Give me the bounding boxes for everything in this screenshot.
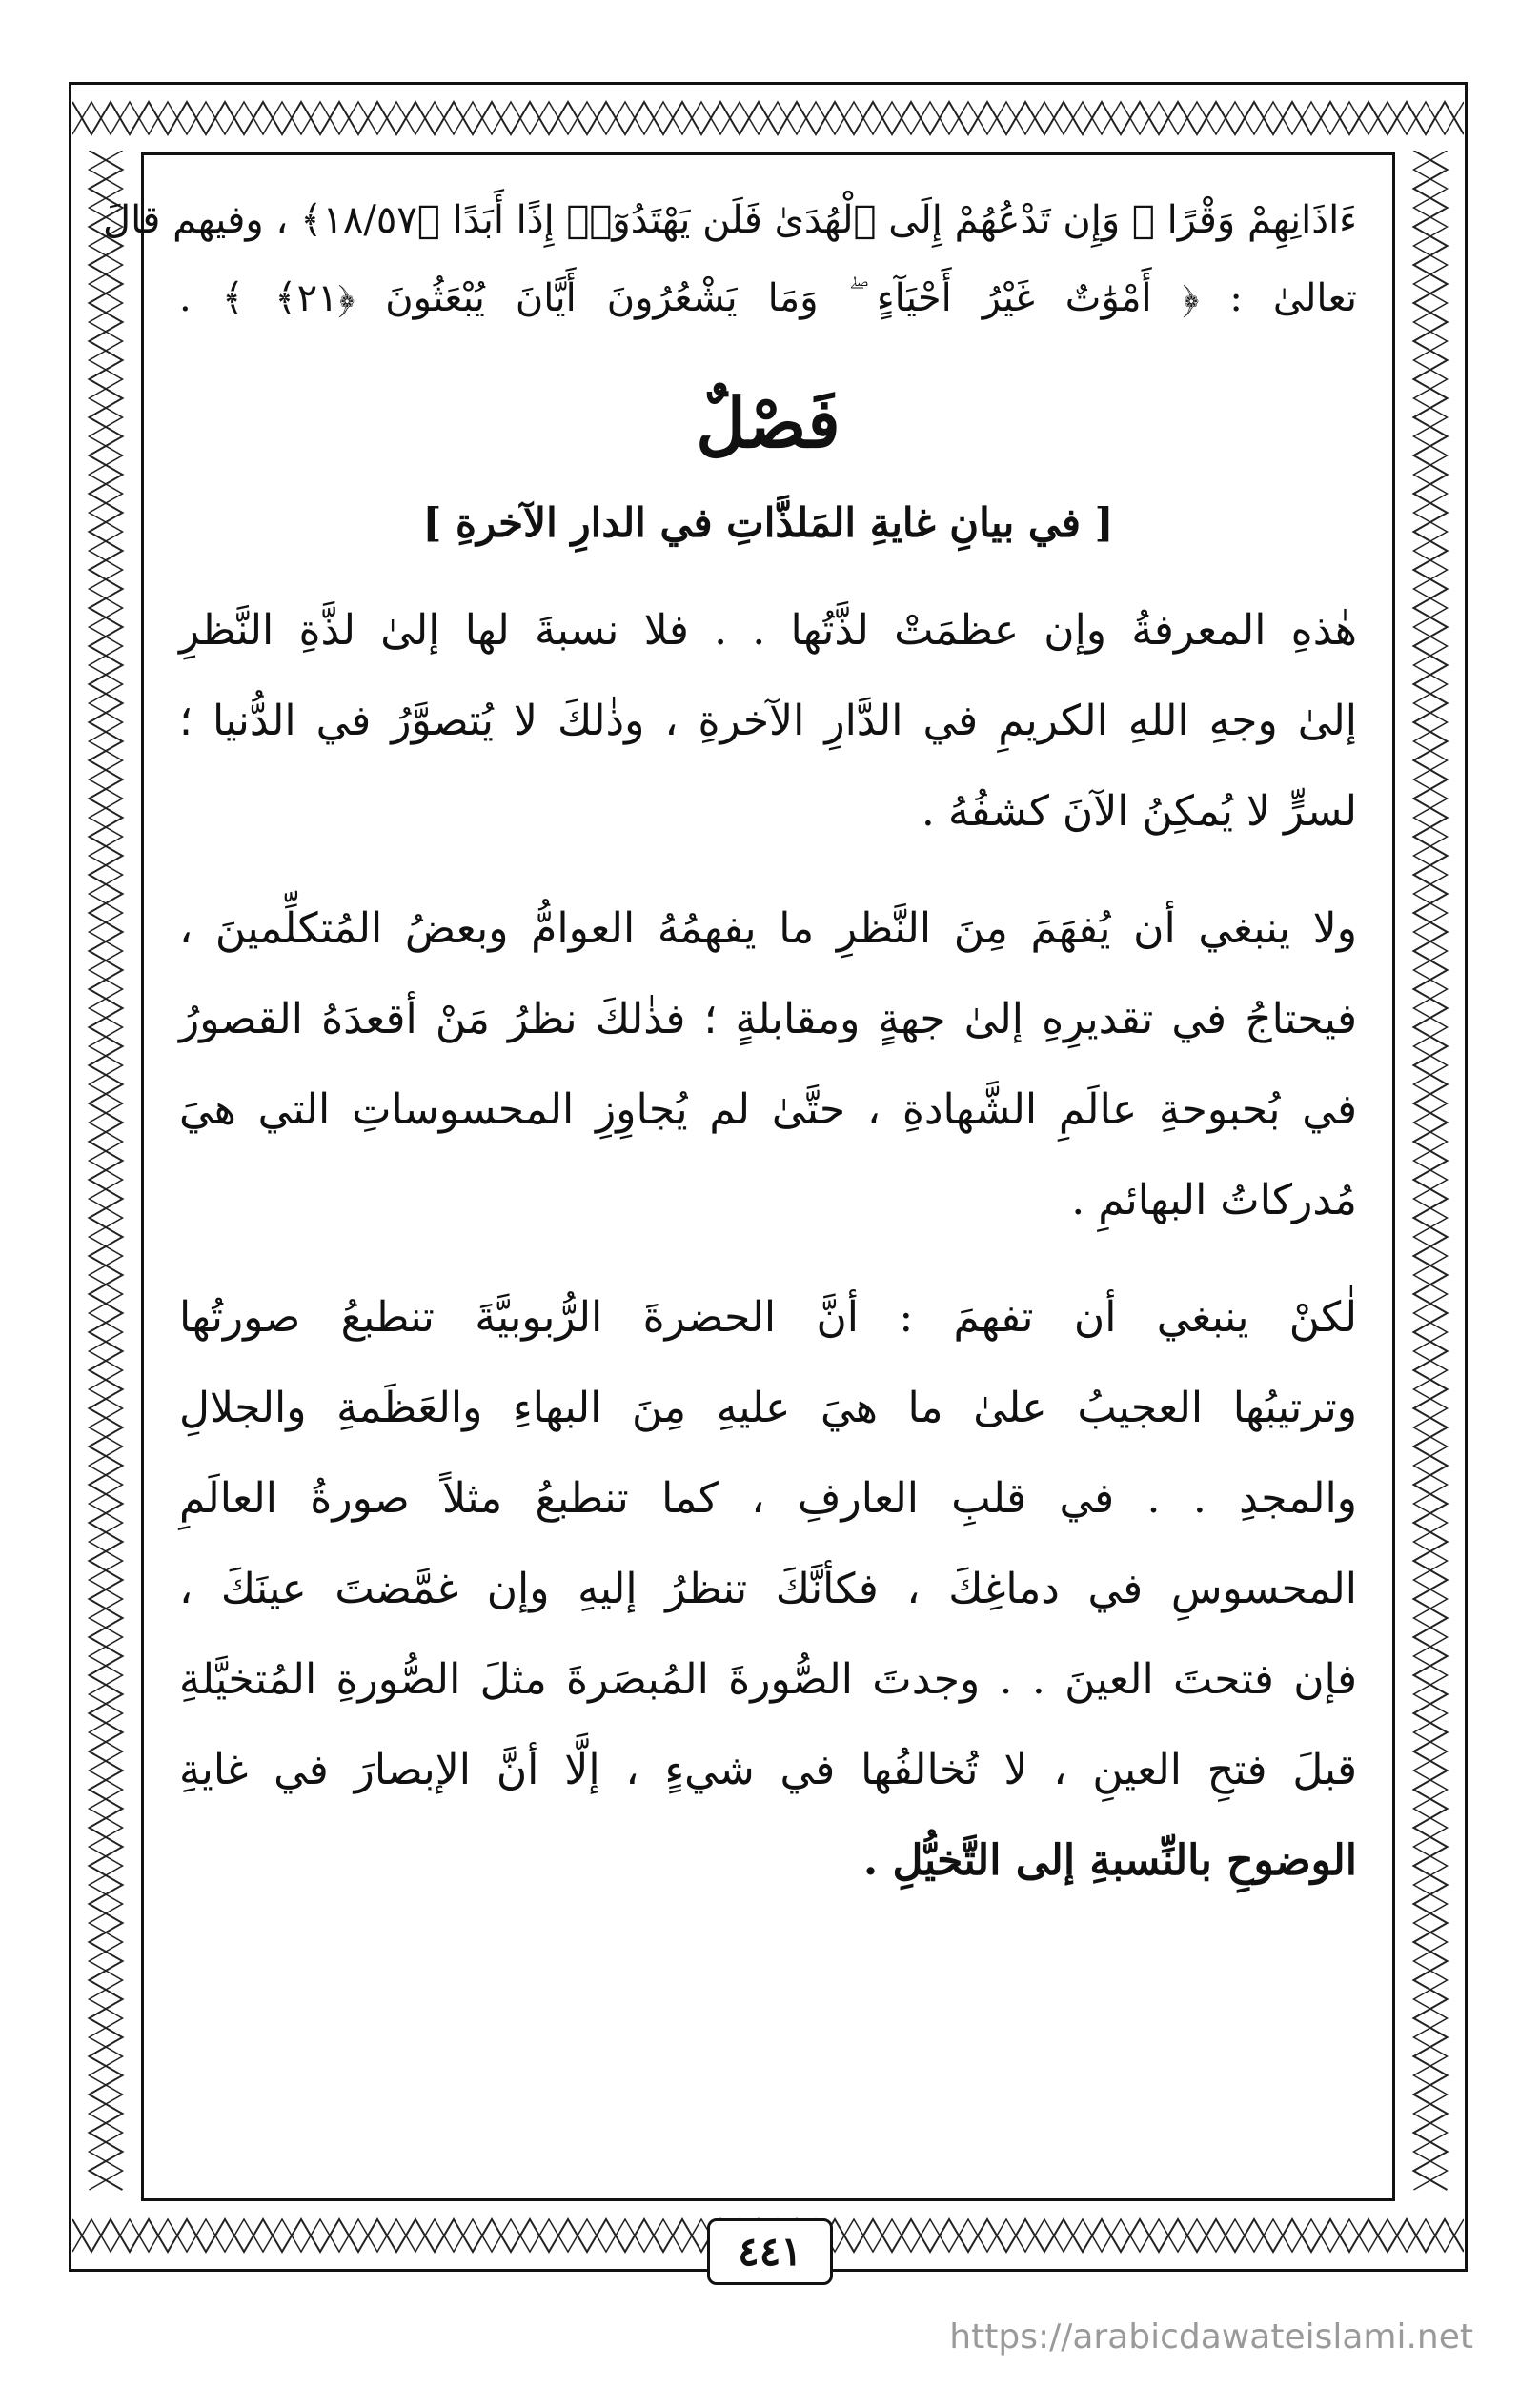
paragraph-2 <box>179 883 1357 1245</box>
paragraph-line: لٰكنْ ينبغي أن تفهمَ : أنَّ الحضرةَ الرُّبوبيَّةَ تنطبعُ صورتُها <box>179 1293 1357 1342</box>
paragraph-line: والمجدِ . . في قلبِ العارفِ ، كما تنطبعُ مثلاً صورةُ العالَمِ <box>179 1474 1357 1523</box>
paragraph-1 <box>179 585 1357 857</box>
paragraph-line: لسرٍّ لا يُمكِنُ الآنَ كشفُهُ . <box>921 787 1357 836</box>
paragraph-3 <box>179 1272 1357 1906</box>
paragraph-line: في بُحبوحةِ عالَمِ الشَّهادةِ ، حتَّىٰ لم يُجاوِزِ المحسوساتِ التي هيَ <box>179 1085 1358 1134</box>
paragraph-line: فإن فتحتَ العينَ . . وجدتَ الصُّورةَ المُبصَرةَ مثلَ الصُّورةِ المُتخيَّلةِ <box>179 1655 1357 1704</box>
right-ornament-band <box>1397 151 1464 2203</box>
verse-line-1: ءَاذَانِهِمْ وَقْرًا ۖ وَإِن تَدْعُهُمْ إِلَى ٱلْهُدَىٰ فَلَن يَهْتَدُوٓا۟ إِذًا أَبَدًا ﴿١٨/٥٧﴾ ، وفيهم قالَ <box>103 198 1357 242</box>
left-ornament-band <box>72 151 139 2203</box>
paragraph-line: الوضوحِ بالنِّسبةِ إلى التَّخيُّلِ . <box>862 1836 1357 1885</box>
paragraph-line: وترتيبُها العجيبُ علىٰ ما هيَ عليهِ مِنَ البهاءِ والعَظَمةِ والجلالِ <box>179 1384 1357 1432</box>
verse-line-2: تعالىٰ : ﴿ أَمْوَٰتٌ غَيْرُ أَحْيَآءٍ ۖ وَمَا يَشْعُرُونَ أَيَّانَ يُبْعَثُونَ ﴿٢١﴾ ﴾ . <box>179 276 1357 320</box>
paragraph-line: المحسوسِ في دماغِكَ ، فكأنَّكَ تنظرُ إليهِ وإن غمَّضتَ عينَكَ ، <box>179 1565 1357 1613</box>
page-number: ٤٤١ <box>707 2218 833 2285</box>
section-subtitle: [ في بيانِ غايةِ المَلذَّاتِ في الدارِ الآخرةِ ] <box>422 499 1114 546</box>
section-title: فَصْلٌ <box>696 382 841 463</box>
paragraph-line: ولا ينبغي أن يُفهَمَ مِنَ النَّظرِ ما يفهمُهُ العوامُّ وبعضُ المُتكلِّمينَ ، <box>179 904 1357 953</box>
paragraph-line: قبلَ فتحِ العينِ ، لا تُخالفُها في شيءٍ ، إلَّا أنَّ الإبصارَ في غايةِ <box>179 1746 1357 1794</box>
website-watermark[interactable]: https://arabicdawateislami.net <box>949 2317 1473 2357</box>
paragraph-line: فيحتاجُ في تقديرِهِ إلىٰ جهةٍ ومقابلةٍ ؛ فذٰلكَ نظرُ مَنْ أقعدَهُ القصورُ <box>179 995 1357 1043</box>
paragraph-line: إلىٰ وجهِ اللهِ الكريمِ في الدَّارِ الآخرةِ ، وذٰلكَ لا يُتصوَّرُ في الدُّنيا ؛ <box>179 697 1357 745</box>
top-ornament-band <box>72 86 1464 151</box>
page-content <box>103 181 1358 1933</box>
paragraph-line: هٰذهِ المعرفةُ وإن عظمَتْ لذَّتُها . . فلا نسبةَ لها إلىٰ لذَّةِ النَّظرِ <box>179 606 1357 655</box>
paragraph-line: مُدركاتُ البهائمِ . <box>1071 1176 1357 1224</box>
